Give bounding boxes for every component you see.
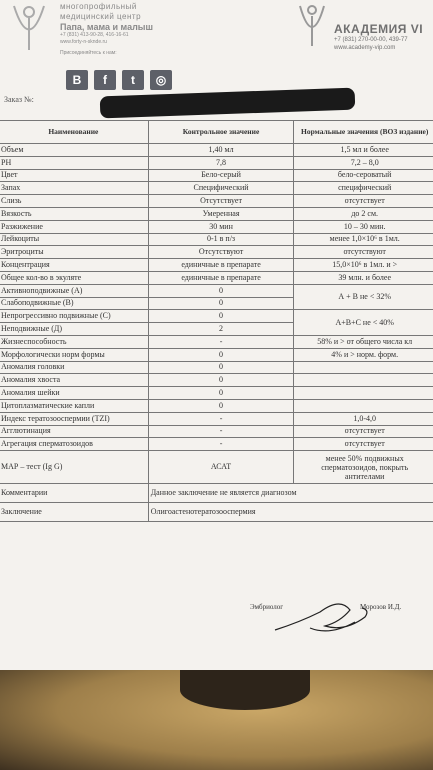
mar-label: МАР – тест (Ig G): [0, 451, 148, 484]
table-row: [0, 271, 433, 284]
param-name: Аномалия хвоста: [0, 374, 148, 387]
param-name: Жизнеспособность: [0, 335, 148, 348]
param-name: Индекс тератозооспермии (TZI): [0, 412, 148, 425]
param-name: Агрегация сперматозоидов: [0, 438, 148, 451]
table-row: [0, 169, 433, 182]
clinic-phones: +7 (831) 413-90-28, 416-16-61: [60, 32, 129, 38]
mar-norm-line: сперматозоидов, покрыть: [321, 462, 409, 472]
signature-role: Эмбриолог: [250, 603, 284, 611]
patient-label: Заказ №:: [4, 95, 34, 104]
table-row: [0, 412, 433, 425]
param-value: 0: [148, 361, 294, 374]
param-name: Непрогрессивно подвижные (С): [0, 310, 148, 323]
table-row: [0, 348, 433, 361]
table-row: [0, 207, 433, 220]
param-value: 0: [148, 399, 294, 412]
param-value: -: [148, 412, 294, 425]
table-row: [0, 233, 433, 246]
table-row: [0, 220, 433, 233]
table-row: [0, 387, 433, 400]
signature-name: Морозов И.Д.: [360, 603, 402, 611]
param-value: -: [148, 425, 294, 438]
param-norm: отсутствует: [294, 438, 433, 451]
clinic-name-line1: многопрофильный: [60, 2, 137, 11]
param-name: Агглютинация: [0, 425, 148, 438]
param-norm: [294, 361, 433, 374]
signature-icon: [270, 592, 380, 642]
param-norm: отсутствуют: [294, 246, 433, 259]
param-value: 0: [148, 284, 294, 297]
clinic-name-line2: медицинский центр: [60, 12, 142, 21]
param-norm: специфический: [294, 182, 433, 195]
mar-norm: [294, 451, 433, 484]
table-row: [0, 246, 433, 259]
clinic-name-line3: Папа, мама и малыш: [60, 22, 153, 32]
table-row: [0, 182, 433, 195]
param-name: Запах: [0, 182, 148, 195]
conclusion-label: Заключение: [0, 503, 148, 522]
table-row: [0, 156, 433, 169]
param-value: 0: [148, 387, 294, 400]
background-shadow: [180, 670, 310, 710]
comment-label: Комментарии: [0, 484, 148, 503]
param-norm: отсутствует: [294, 195, 433, 208]
param-value: -: [148, 335, 294, 348]
param-name: Слабоподвижные (В): [0, 297, 148, 310]
academy-phone: +7 (831) 270-00-00, 439-77: [334, 37, 408, 43]
param-value: 0: [148, 297, 294, 310]
param-name: Слизь: [0, 195, 148, 208]
param-value: 0-1 в п/з: [148, 233, 294, 246]
twitter-icon: t: [122, 70, 144, 90]
table-row: [0, 438, 433, 451]
param-name: Цвет: [0, 169, 148, 182]
vk-icon: В: [66, 70, 88, 90]
clinic-site: www.forty-n-sknde.ru: [60, 39, 107, 45]
table-row: [0, 374, 433, 387]
header-control: Контрольное значение: [148, 121, 294, 144]
param-value: -: [148, 438, 294, 451]
academy-logo-icon: [296, 2, 328, 50]
param-value: 7,8: [148, 156, 294, 169]
param-value: Бело-серый: [148, 169, 294, 182]
academy-info: [334, 22, 423, 52]
param-name: Общее кол-во в экуляте: [0, 271, 148, 284]
social-caption: Присоединяйтесь к нам:: [60, 50, 117, 56]
table-row: [0, 425, 433, 438]
param-name: PH: [0, 156, 148, 169]
param-norm: 15,0×10⁶ в 1мл. и >: [294, 259, 433, 272]
param-norm: 1,0-4,0: [294, 412, 433, 425]
facebook-icon: f: [94, 70, 116, 90]
param-norm: менее 1,0×10⁶ в 1мл.: [294, 233, 433, 246]
param-value: Отсутствует: [148, 195, 294, 208]
instagram-icon: ◎: [150, 70, 172, 90]
param-value: единичные в препарате: [148, 271, 294, 284]
param-value: Специфический: [148, 182, 294, 195]
param-value: Отсутствуют: [148, 246, 294, 259]
param-value: 1,40 мл: [148, 144, 294, 157]
mar-norm-line: менее 50% подвижных: [325, 453, 404, 463]
param-norm: [294, 387, 433, 400]
header-norm: Нормальные значения (ВОЗ издание): [294, 121, 433, 144]
param-name: Аномалия шейки: [0, 387, 148, 400]
param-name: Объем: [0, 144, 148, 157]
param-norm: бело-сероватый: [294, 169, 433, 182]
redaction-mark: [100, 88, 356, 119]
table-row: [0, 259, 433, 272]
academy-site: www.academy-vip.com: [334, 45, 396, 51]
param-value: 30 мин: [148, 220, 294, 233]
academy-name: АКАДЕМИЯ VI: [334, 22, 424, 36]
param-name: Разжижение: [0, 220, 148, 233]
param-name: Аномалия головки: [0, 361, 148, 374]
mar-test-row: [0, 451, 433, 484]
param-value: 0: [148, 348, 294, 361]
param-name: Активноподвижные (А): [0, 284, 148, 297]
mar-value: АСАТ: [148, 451, 294, 484]
param-value: единичные в препарате: [148, 259, 294, 272]
param-norm: 4% и > норм. форм.: [294, 348, 433, 361]
header-name: Наименование: [0, 121, 148, 144]
param-name: Лейкоциты: [0, 233, 148, 246]
param-norm: 58% и > от общего числа кл: [294, 335, 433, 348]
param-name: Концентрация: [0, 259, 148, 272]
table-row: [0, 361, 433, 374]
param-norm: 1,5 мл и более: [294, 144, 433, 157]
clinic-logo-icon: [4, 0, 54, 58]
comment-row: [0, 484, 433, 503]
table-row: [0, 195, 433, 208]
param-name: Эритроциты: [0, 246, 148, 259]
clinic-info: [60, 2, 153, 57]
param-norm: 39 млн. и более: [294, 271, 433, 284]
table-row: [0, 144, 433, 157]
conclusion-value: Олигоастенотератозооспермия: [148, 503, 433, 522]
param-norm: отсутствует: [294, 425, 433, 438]
table-row: [0, 284, 433, 297]
mar-norm-line: антителами: [344, 471, 385, 481]
param-value: 2: [148, 323, 294, 336]
conclusion-row: [0, 503, 433, 522]
motility-abc-norm: А+В+С не < 40%: [294, 310, 433, 336]
table-row: [0, 335, 433, 348]
report-header: [0, 0, 433, 92]
social-icons: [66, 70, 172, 90]
param-value: 0: [148, 374, 294, 387]
param-name: Морфологически норм формы: [0, 348, 148, 361]
table-header-row: [0, 121, 433, 144]
param-value: 0: [148, 310, 294, 323]
param-norm: до 2 см.: [294, 207, 433, 220]
param-value: Умеренная: [148, 207, 294, 220]
param-norm: 7,2 – 8,0: [294, 156, 433, 169]
param-name: Вязкость: [0, 207, 148, 220]
param-norm: [294, 374, 433, 387]
param-norm: 10 – 30 мин.: [294, 220, 433, 233]
spermogram-table: [0, 120, 433, 522]
param-name: Неподвижные (Д): [0, 323, 148, 336]
table-row: [0, 399, 433, 412]
table-row: [0, 310, 433, 323]
motility-ab-norm: А + В не < 32%: [294, 284, 433, 310]
param-norm: [294, 399, 433, 412]
param-name: Цитоплазматические капли: [0, 399, 148, 412]
comment-value: Данное заключение не является диагнозом: [148, 484, 433, 503]
